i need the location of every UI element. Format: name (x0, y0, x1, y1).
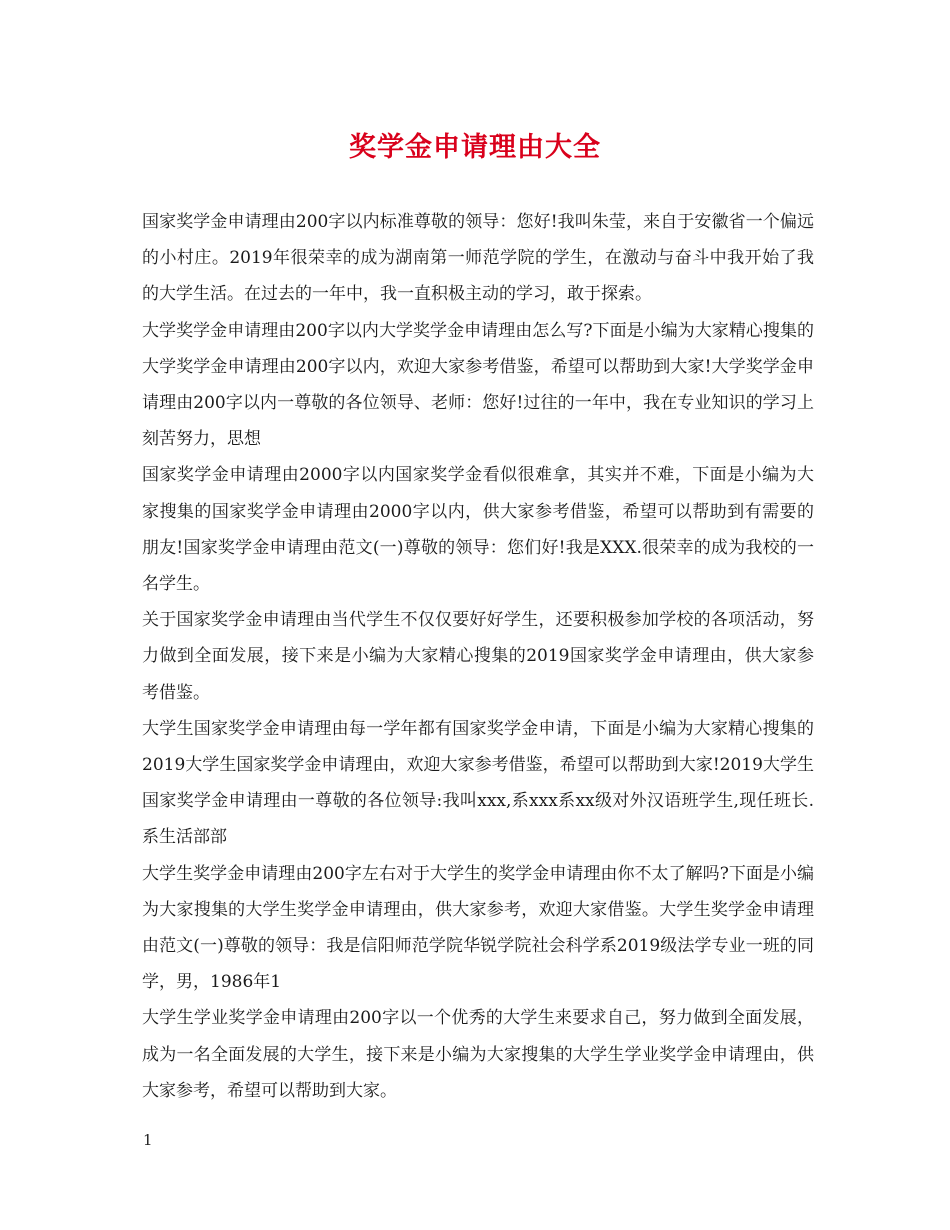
page-number: 1 (143, 1131, 153, 1149)
paragraph-5: 大学生国家奖学金申请理由每一学年都有国家奖学金申请，下面是小编为大家精心搜集的2019大学生国家奖学金申请理由，欢迎大家参考借鉴，希望可以帮助到大家!2019大学生国家奖学金申请理由一尊敬的各位领导:我叫xxx,系xxx系xx级对外汉语班学生,现任班长. 系生活部部 (142, 718, 814, 848)
document-title: 奖学金申请理由大全 (349, 132, 601, 163)
paragraph-6: 大学生奖学金申请理由200字左右对于大学生的奖学金申请理由你不太了解吗?下面是小编为大家搜集的大学生奖学金申请理由，供大家参考，欢迎大家借鉴。大学生奖学金申请理由范文(一)尊敬的领导：我是信阳师范学院华锐学院社会科学系2019级法学专业一班的同学，男，1986年1 (142, 863, 814, 993)
paragraph-4: 关于国家奖学金申请理由当代学生不仅仅要好好学生，还要积极参加学校的各项活动，努力做到全面发展，接下来是小编为大家精心搜集的2019国家奖学金申请理由，供大家参考借鉴。 (142, 610, 814, 703)
paragraph-1: 国家奖学金申请理由200字以内标准尊敬的领导：您好!我叫朱莹，来自于安徽省一个偏远的小村庄。2019年很荣幸的成为湖南第一师范学院的学生，在激动与奋斗中我开始了我的大学生活。在过去的一年中，我一直积极主动的学习，敢于探索。 (142, 212, 814, 305)
document-body (142, 204, 814, 1109)
paragraph-7: 大学生学业奖学金申请理由200字以一个优秀的大学生来要求自己，努力做到全面发展，成为一名全面发展的大学生，接下来是小编为大家搜集的大学生学业奖学金申请理由，供大家参考，希望可以帮助到大家。 (142, 1008, 814, 1101)
paragraph-2: 大学奖学金申请理由200字以内大学奖学金申请理由怎么写?下面是小编为大家精心搜集的大学奖学金申请理由200字以内，欢迎大家参考借鉴，希望可以帮助到大家!大学奖学金申请理由200字以内一尊敬的各位领导、老师：您好!过往的一年中，我在专业知识的学习上刻苦努力，思想 (142, 320, 814, 450)
paragraph-3: 国家奖学金申请理由2000字以内国家奖学金看似很难拿，其实并不难，下面是小编为大家搜集的国家奖学金申请理由2000字以内，供大家参考借鉴，希望可以帮助到有需要的朋友!国家奖学金申请理由范文(一)尊敬的领导：您们好!我是XXX.很荣幸的成为我校的一名学生。 (142, 465, 814, 595)
